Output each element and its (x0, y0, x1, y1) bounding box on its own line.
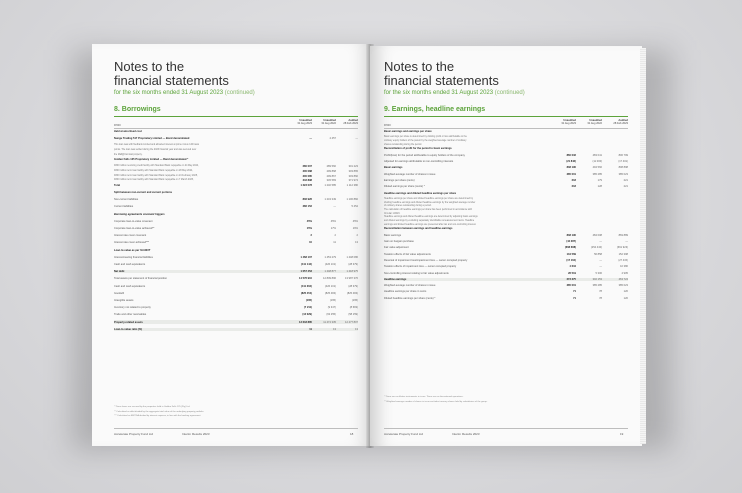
cell-value: 5 306 (595, 271, 602, 275)
column-header-date: 28 Feb 2023 (343, 122, 358, 125)
footer-company: Accelerate Property Fund Ltd (114, 432, 154, 436)
cell-value: 838 190 (566, 166, 576, 170)
cell-value: 300 085 (302, 174, 312, 178)
cell-value: (426 101) (324, 284, 336, 288)
cell-value: (17 401) (618, 160, 628, 163)
cell-value: 2 (310, 234, 312, 238)
cell-value: 13 618 885 (299, 320, 312, 324)
cell-value: (165) (329, 299, 336, 302)
footer-report: Interim Results 2023 (452, 432, 480, 436)
note-text: and diluted earnings by excluding separately identifiable remeasurement items. Headline (384, 220, 475, 222)
cell-value: 218 (571, 185, 576, 189)
cell-value: (661 923) (616, 246, 628, 250)
title-line-1: Notes to the (114, 59, 185, 74)
note-text: earnings and diluted headline earnings are presented after tax and non-controlling interest. (384, 223, 477, 226)
cell-value: 1 057 453 (300, 270, 312, 274)
cell-value: 221 (623, 178, 628, 182)
cell-value: 1 418 975 (346, 270, 358, 274)
cell-value: 14 576 910 (299, 277, 312, 281)
cell-value: 45% (330, 219, 336, 223)
cell-value: (254 440) (590, 246, 602, 250)
cell-value: 869 889 (618, 233, 628, 237)
cell-value: 10 (309, 241, 312, 245)
cell-value: 371 974 (348, 179, 358, 183)
cell-value: — (355, 137, 358, 141)
note-text: The calculation of headline earnings per share has been performed in accordance with (384, 208, 472, 211)
column-header (550, 119, 576, 125)
cell-value: 385 285 (592, 284, 602, 288)
cell-value: — (599, 265, 602, 269)
cell-value: 15% (306, 227, 312, 230)
row-label: Weighted average number of shares in issue (384, 284, 436, 288)
cell-value: 4 634 (569, 265, 576, 269)
cell-value: 218 (571, 178, 576, 182)
page-number: 18 (350, 432, 354, 436)
column-header (602, 119, 628, 125)
footnote: ** Weighted average number of shares in issue excludes treasury shares held by subsidiaries of the group. (384, 400, 488, 403)
cell-value: 128 (597, 185, 602, 189)
title-line-1: Notes to the (384, 59, 455, 74)
cell-value: — (599, 258, 602, 262)
page-number: 19 (620, 432, 624, 436)
note-text: of ordinary shares outstanding during a period. (384, 205, 432, 208)
row-label: Golden Falls 125 Proprietary Limited — Rand denominated * (114, 158, 189, 162)
page-title (114, 60, 229, 88)
note-text: ordinary equity holders of the parent by the weighted average number of ordinary (384, 140, 467, 142)
row-label: Borrowing agreements covenant triggers (114, 212, 165, 216)
page-title (384, 60, 499, 88)
cell-value: (63 255) (326, 313, 336, 317)
cell-value: 299 868 (326, 170, 336, 173)
row-label: Earnings per share (cents) (384, 178, 415, 182)
row-label: Split between non-current and current portions (114, 191, 173, 194)
row-label: Intangible assets (114, 299, 134, 302)
row-label: Taxation effects of impairment loss — owner occupied property (384, 265, 457, 269)
section-heading: 8. Borrowings (114, 106, 161, 113)
cell-value: 179 (597, 178, 602, 182)
cell-value: 1 468 107 (300, 255, 312, 259)
cell-value: 221 (623, 185, 628, 189)
column-header-date: 31 Aug 2023 (297, 122, 312, 125)
section-rule (114, 116, 358, 117)
right-page (370, 46, 642, 446)
row-label: Cash and cash equivalents (114, 263, 146, 266)
column-header (286, 119, 312, 125)
cell-value: 280 007 (302, 165, 312, 169)
cell-value: 303 865 (348, 170, 358, 173)
cell-value: 463 724 (618, 277, 628, 281)
row-label: Loan-to-value ratio (%) (114, 327, 143, 331)
cell-value: 273 375 (566, 277, 576, 281)
cell-value: 1 453 279 (324, 255, 336, 259)
cell-value: 12 809 896 (323, 277, 336, 281)
row-label: Cash and cash equivalents (114, 284, 146, 288)
cell-value: 303 860 (348, 174, 358, 178)
subtitle-continued: (continued) (494, 90, 525, 96)
cell-value: 11 (309, 327, 312, 331)
cell-value: 385 023 (618, 284, 628, 288)
column-header-label: Unaudited (563, 119, 576, 122)
cell-value: 26 519 (568, 271, 576, 275)
note-text: R300 million term loan facility with Standard Bank repayable on 28 May 2024, (114, 170, 193, 172)
cell-value: 1 106 882 (346, 198, 358, 202)
title-line-2: financial statements (114, 73, 229, 88)
cell-value: 1 243 349 (324, 198, 336, 202)
page-subtitle (384, 90, 525, 96)
cell-value: (7 211) (303, 306, 312, 310)
footnote: *** Calculated as EBITDA divided by interest expense, in line with the banking agreement. (114, 415, 201, 417)
row-label: Held at amortised cost (114, 130, 142, 133)
cell-value: 16% (352, 227, 358, 230)
cell-value: 1 223 078 (300, 183, 312, 187)
footer-company: Accelerate Property Fund Ltd (384, 432, 424, 436)
cell-value: 385 001 (566, 172, 576, 176)
cell-value: 836 926 (302, 198, 312, 202)
row-label: Basic earnings (384, 233, 402, 237)
note-text: dividing headline earnings and diluted headline earnings by the weighted average number (384, 201, 476, 204)
row-label: Headline earnings per share in cents (384, 290, 427, 294)
cell-value: 120 (623, 290, 628, 294)
cell-value: 2 (356, 234, 358, 238)
cell-value: 300 088 (302, 170, 312, 173)
cell-value: (825 484) (346, 291, 358, 295)
cell-value: (17 164) (566, 258, 576, 262)
cell-value: 71 (573, 290, 576, 294)
cell-value: — (309, 137, 312, 141)
cell-value: (668 688) (564, 246, 576, 250)
cell-value: 120 (623, 296, 628, 300)
unit-label: R'000 (384, 124, 391, 127)
row-label: Nungu Trading 517 Proprietary Limited — Bond denominated (114, 137, 190, 141)
footnote: ** Calculated as debt divided by the aggregate total value of the underlying property portfolio. (114, 410, 204, 413)
cell-value: (8 682) (349, 306, 358, 310)
cell-value: 838 190 (566, 233, 576, 237)
cell-value: 860 032 (566, 153, 576, 157)
cell-value: 13 (333, 327, 336, 331)
cell-value: 4 457 (329, 137, 336, 141)
note-text: This loan was with Nedbank Limited and attracted interest at prime minus 140 basis (114, 144, 200, 147)
cell-value: 1 448 877 (324, 270, 336, 274)
footer-report: Interim Results 2023 (182, 432, 210, 436)
row-label: Current liabilities (114, 205, 134, 209)
note-text: Headline earnings per share and diluted headline earnings per share are determined by (384, 197, 473, 200)
column-header-date: 31 Aug 2023 (561, 122, 576, 125)
column-header-label: Unaudited (299, 119, 312, 122)
cell-value: 484 008 (592, 233, 602, 237)
cell-value: (28 379) (348, 263, 358, 266)
left-page (92, 44, 372, 446)
row-label: Profit/(loss) for the period attributable to equity holders of the company (384, 153, 465, 157)
cell-value: 808 898 (618, 166, 628, 170)
column-header (576, 119, 602, 125)
section-heading: 9. Earnings, headline earnings (384, 106, 486, 113)
cell-value: 301 223 (348, 165, 358, 169)
column-header-date: 31 Aug 2022 (321, 122, 336, 125)
row-label: Corporate loan-to-value achieved** (114, 227, 155, 230)
row-label: Property-related assets (114, 320, 143, 324)
column-header-date: 28 Feb 2023 (613, 122, 628, 125)
cell-value: 2 (334, 234, 336, 238)
row-label: Diluted headline earnings per share (cents) * (384, 296, 436, 300)
note-text: Circular 1/2023. (384, 212, 401, 215)
note-text: shares outstanding during the period. (384, 143, 422, 146)
cell-value: 385 001 (566, 284, 576, 288)
row-label: Interest rate cover covenant (114, 234, 147, 238)
cell-value: 289 560 (326, 165, 336, 169)
cell-value: (58 159) (348, 313, 358, 317)
note-text: R300 million term loan facility with Standard Bank repayable on 24 February 2025, (114, 174, 198, 177)
row-label: Non-current liabilities (114, 198, 139, 202)
cell-value: — (599, 240, 602, 243)
page-edges (640, 48, 646, 444)
row-label: Reconciliation of profit for the period to basic earnings (384, 147, 452, 151)
column-header-label: Unaudited (323, 119, 336, 122)
cell-value: — (333, 205, 336, 209)
cell-value: 11 474 335 (323, 320, 336, 324)
cell-value: 78 (599, 296, 602, 300)
row-label: Reconciliation between earnings and headline earnings (384, 227, 453, 231)
footnote: * There are no dilutive instruments in issue. There are no discontinued operations. (384, 396, 464, 398)
subtitle-text: for the six months ended 31 August 2023 (114, 90, 224, 96)
cell-value: 302 153 (592, 277, 602, 281)
cell-value: (28 379) (348, 284, 358, 288)
cell-value: (411 144) (301, 263, 312, 266)
cell-value: 1 448 086 (346, 255, 358, 259)
row-label: Gain on bargain purchase (384, 240, 414, 243)
cell-value: (165) (305, 299, 312, 302)
page-subtitle (114, 90, 255, 96)
note-text: the Mall@Carnival property. (114, 153, 143, 156)
cell-value: 494 566 (592, 166, 602, 170)
row-label: Total assets per statement of financial position (114, 277, 168, 281)
cell-value: (825 484) (324, 291, 336, 295)
cell-value: 1 112 380 (346, 183, 358, 187)
cell-value: 11 (333, 241, 336, 245)
note-text: points. The loan was settled during the 2023 financial year and was secured over (114, 149, 197, 151)
cell-value: 1 240 585 (324, 183, 336, 187)
row-label: Net debt (114, 270, 125, 274)
cell-value: 483 041 (592, 153, 602, 157)
cell-value: 134 569 (566, 252, 576, 256)
cell-value: 45% (352, 219, 358, 223)
row-label: Basic earnings and earnings per share (384, 130, 432, 133)
cell-value: 299 867 (326, 174, 336, 178)
cell-value: (825 454) (300, 291, 312, 295)
row-label: Interest-bearing financial liabilities (114, 255, 153, 259)
cell-value: 386 152 (302, 205, 312, 209)
cell-value: (11 000) (592, 160, 602, 163)
cell-value: 10 380 (620, 265, 628, 269)
row-label: Loan-to-value as per SA REIT (114, 248, 151, 252)
cell-value: 45% (306, 219, 312, 223)
cell-value: 13 987 376 (345, 277, 358, 281)
cell-value: 385 285 (592, 172, 602, 176)
cell-value: (9 347) (327, 306, 336, 310)
cell-value: 56 858 (594, 252, 602, 256)
cell-value: (165) (351, 299, 358, 302)
row-label: Trade and other receivables (114, 313, 147, 317)
row-label: Reversal of impairment loss/impairment loss — owner occupied property (384, 258, 468, 262)
cell-value: 385 023 (618, 172, 628, 176)
subtitle-text: for the six months ended 31 August 2023 (384, 90, 494, 96)
column-header-label: Audited (618, 119, 628, 122)
cell-value: 71 (573, 296, 576, 300)
cell-value: (27 415) (618, 258, 628, 262)
row-label: Diluted earnings per share (cents) * (384, 185, 425, 189)
row-label: Headline earnings and diluted headline earnings per share (384, 191, 457, 195)
section-rule (384, 116, 628, 117)
cell-value: (44 287) (566, 240, 576, 243)
row-label: Corporate loan-to-value covenant (114, 219, 153, 223)
title-line-2: financial statements (384, 73, 499, 88)
cell-value: 4 905 (621, 271, 628, 275)
row-label: Interest rate cover achieved*** (114, 241, 150, 245)
note-text: R300 million term loan facility with Standard Bank repayable on 7 March 2025, (114, 179, 194, 182)
row-label: Headline earnings (384, 277, 407, 281)
cell-value: 342 898 (302, 179, 312, 183)
column-header-label: Audited (348, 119, 358, 122)
cell-value: — (625, 240, 628, 243)
cell-value: 17% (330, 227, 336, 230)
cell-value: 12 477 807 (345, 320, 358, 324)
note-text: Headline earnings and diluted headline earnings are determined by adjusting basic earnings (384, 216, 478, 219)
row-label: Basic earnings (384, 166, 403, 170)
row-label: Total (114, 183, 121, 187)
row-label: Taxation effects of fair value adjustments (384, 252, 431, 256)
note-text: R300 million revolving credit facility with Standard Bank repayable on 24 May 2024, (114, 165, 199, 168)
cell-value: (12 029) (302, 313, 312, 317)
row-label: Weighted average number of shares in issue (384, 172, 436, 176)
unit-label: R'000 (114, 124, 121, 127)
note-text: Basic earnings per share is determined by dividing profit or loss attributable to the (384, 136, 467, 139)
cell-value: 152 398 (618, 252, 628, 256)
row-label: Non-controlling interest relating to fair value adjustments (384, 271, 449, 275)
subtitle-continued: (continued) (224, 90, 255, 96)
column-header-date: 31 Aug 2022 (587, 122, 602, 125)
cell-value: (411 364) (301, 284, 312, 288)
cell-value: 5 454 (351, 205, 358, 209)
column-header (332, 119, 358, 125)
row-label: Goodwill (114, 291, 124, 295)
cell-value: 13 (355, 241, 358, 245)
footnote: * These loans are secured by the properties held in Golden Falls 125 (Pty) Ltd. (114, 406, 191, 408)
row-label: Adjusted for earnings attributable to non-controlling interests (384, 160, 454, 163)
cell-value: (426 101) (324, 263, 336, 266)
cell-value: 13 (355, 327, 358, 331)
row-label: Inventory not related to property (114, 306, 151, 310)
cell-value: 806 799 (618, 153, 628, 157)
cell-value: 78 (599, 290, 602, 294)
column-header-label: Unaudited (589, 119, 602, 122)
cell-value: (21 842) (566, 160, 576, 163)
cell-value: 345 583 (326, 179, 336, 183)
row-label: Fair value adjustment (384, 246, 409, 250)
